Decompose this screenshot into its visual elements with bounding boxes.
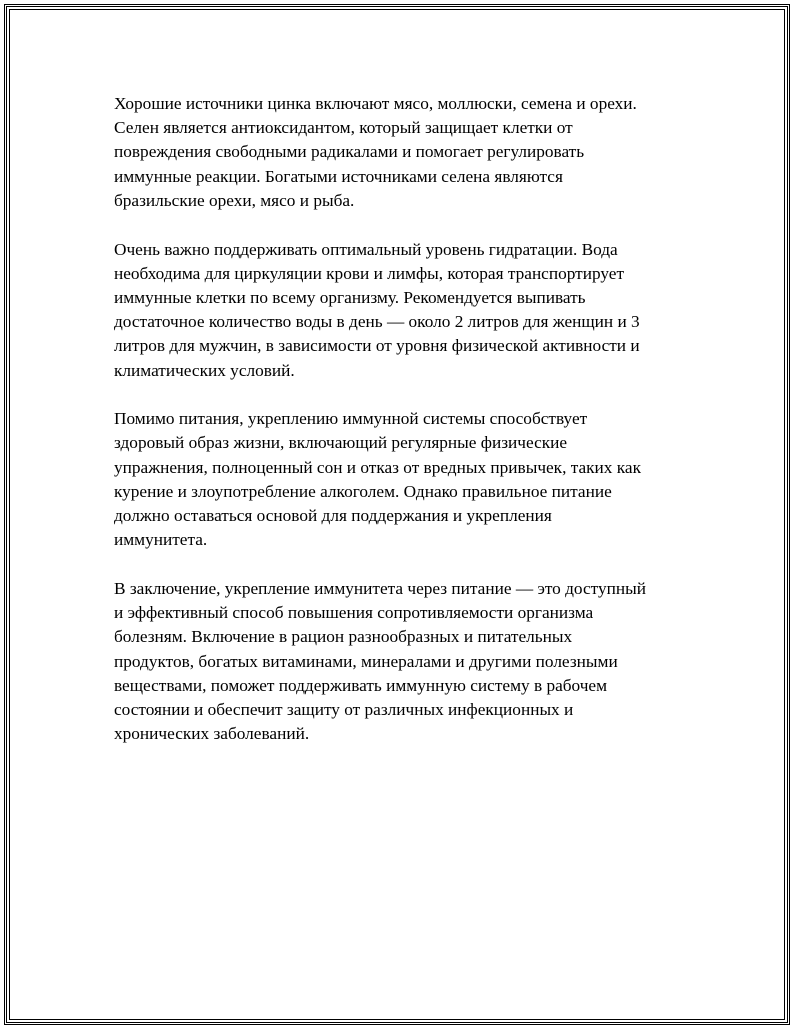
paragraph-conclusion: В заключение, укрепление иммунитета через питание — это доступный и эффективный способ повышения сопротивляемости организма болезням. Включение в рацион разнообразных и питательных продуктов, богатых витаминами, минералами и другими полезными веществами, поможет поддерживать иммунную систему в рабочем состоянии и обеспечит защиту от различных инфекционных и хронических заболеваний. [114, 578, 646, 744]
paragraph-zinc-selenium: Хорошие источники цинка включают мясо, моллюски, семена и орехи. Селен является антиоксидантом, который защищает клетки от повреждения свободными радикалами и помогает регулировать иммунные реакции. Богатыми источниками селена являются бразильские орехи, мясо и рыба. [114, 94, 637, 210]
paragraph-healthy-lifestyle: Помимо питания, укреплению иммунной системы способствует здоровый образ жизни, включающий регулярные физические упражнения, полноценный сон и отказ от вредных привычек, таких как курение и злоупотребление алкоголем. Однако правильное питание должно оставаться основой для поддержания и укрепления иммунитета. [114, 409, 641, 550]
document-body [114, 92, 704, 771]
paragraph-hydration: Очень важно поддерживать оптимальный уровень гидратации. Вода необходима для циркуляции крови и лимфы, которая транспортирует иммунные клетки по всему организму. Рекомендуется выпивать достаточное количество воды в день — около 2 литров для женщин и 3 литров для мужчин, в зависимости от уровня физической активности и климатических условий. [114, 239, 640, 380]
